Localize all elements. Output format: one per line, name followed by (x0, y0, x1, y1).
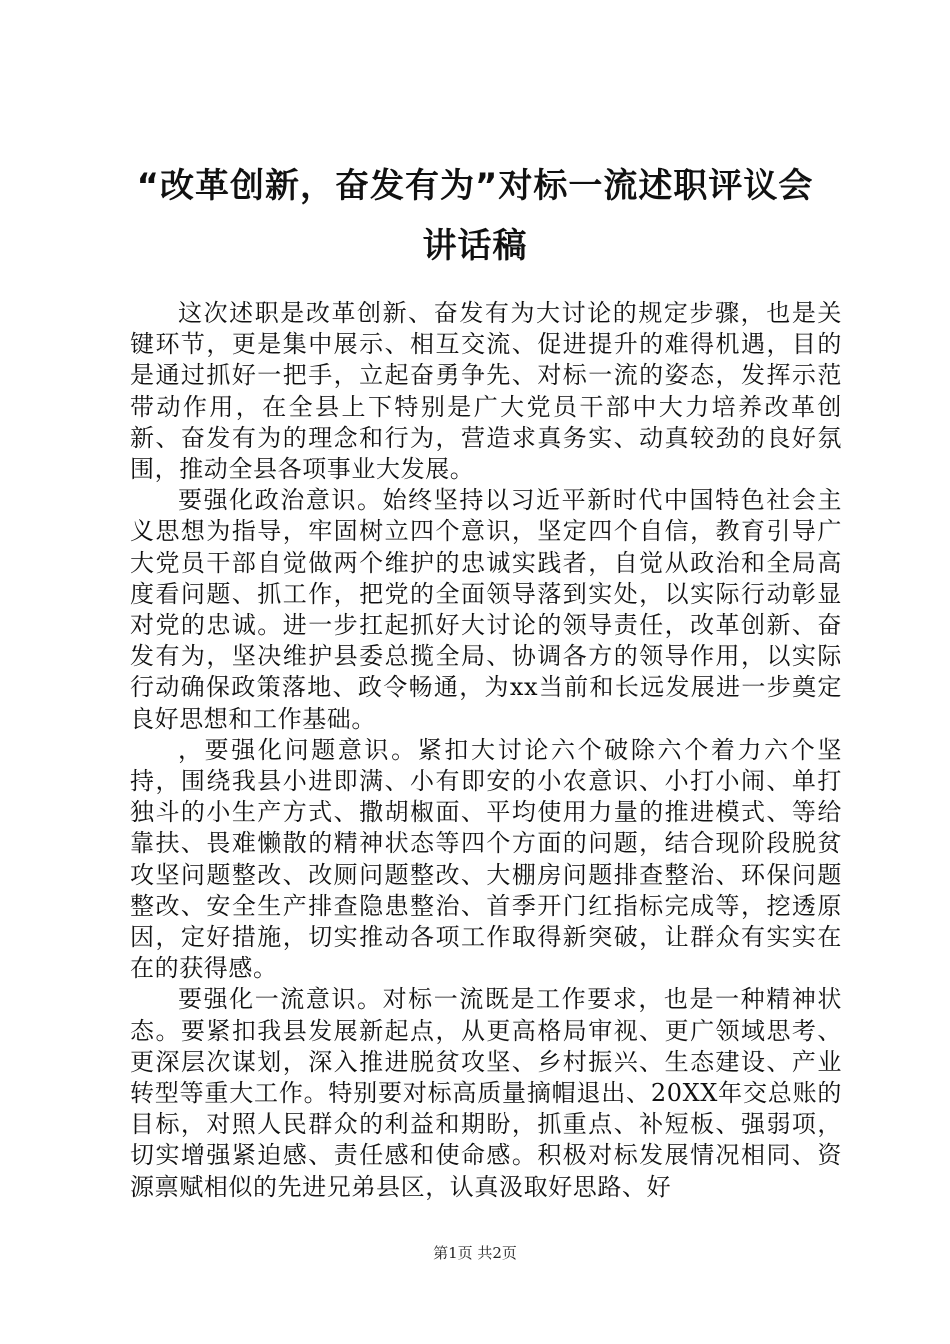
paragraph-intro: 这次述职是改革创新、奋发有为大讨论的规定步骤，也是关键环节，更是集中展示、相互交流、促进提升的难得机遇，目的是通过抓好一把手，立起奋勇争先、对标一流的姿态，发挥示范带动作用，在全县上下特别是广大党员干部中大力培养改革创新、奋发有为的理念和行为，营造求真务实、动真较劲的良好氛围，推动全县各项事业大发展。 (130, 299, 842, 484)
document-body (130, 298, 842, 1203)
document-title-line-2: 讲话稿 (422, 226, 528, 266)
document-title-line-1: “改革创新，奋发有为”对标一流述职评议会 (136, 166, 814, 206)
page-number-footer: 第1页 共2页 (433, 1244, 517, 1262)
paragraph-political-awareness: 要强化政治意识。始终坚持以习近平新时代中国特色社会主义思想为指导，牢固树立四个意识，坚定四个自信，教育引导广大党员干部自觉做两个维护的忠诚实践者，自觉从政治和全局高度看问题、抓工作，把党的全面领导落到实处，以实际行动彰显对党的忠诚。进一步扛起抓好大讨论的领导责任，改革创新、奋发有为，坚决维护县委总揽全局、协调各方的领导作用，以实际行动确保政策落地、政令畅通，为xx当前和长远发展进一步奠定良好思想和工作基础。 (130, 486, 842, 733)
paragraph-first-class-awareness: 要强化一流意识。对标一流既是工作要求，也是一种精神状态。要紧扣我县发展新起点，从更高格局审视、更广领域思考、更深层次谋划，深入推进脱贫攻坚、乡村振兴、生态建设、产业转型等重大工作。特别要对标高质量摘帽退出、20XX年交总账的目标，对照人民群众的利益和期盼，抓重点、补短板、强弱项，切实增强紧迫感、责任感和使命感。积极对标发展情况相同、资源禀赋相似的先进兄弟县区，认真汲取好思路、好 (130, 985, 842, 1201)
paragraph-problem-awareness: ，要强化问题意识。紧扣大讨论六个破除六个着力六个坚持，围绕我县小进即满、小有即安的小农意识、小打小闹、单打独斗的小生产方式、撒胡椒面、平均使用力量的推进模式、等给靠扶、畏难懒散的精神状态等四个方面的问题，结合现阶段脱贫攻坚问题整改、改厕问题整改、大棚房问题排查整治、环保问题整改、安全生产排查隐患整治、首季开门红指标完成等，挖透原因，定好措施，切实推动各项工作取得新突破，让群众有实实在在的获得感。 (130, 735, 842, 983)
